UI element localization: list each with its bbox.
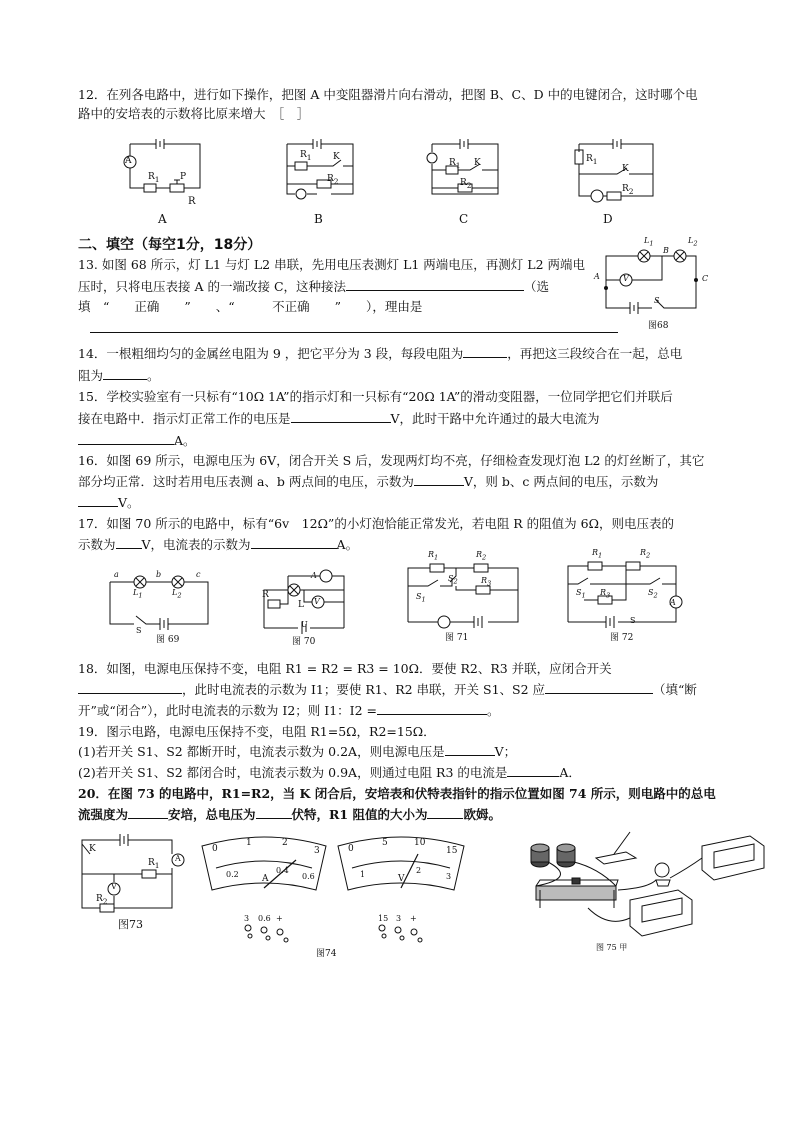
ammeter-term-06: 0.6 [258,914,271,923]
q20-line2b: 安培，总电压为 [168,807,256,822]
blank-17-2[interactable] [251,534,337,549]
blank-13-2[interactable] [90,318,618,333]
circuit-d [573,138,663,202]
label-d: D [603,212,613,226]
fig70-caption: 图 70 [292,637,316,647]
fig75-caption: 图 75 甲 [596,943,628,952]
ammeter-unit: A [262,874,269,884]
voltmeter-inner-1: 1 [360,870,366,879]
section-title: 二、填空（每空1分，18分） [78,237,262,253]
q13-line2 [78,276,588,298]
q18-line3 [78,700,720,722]
blank-15-2[interactable] [78,430,174,445]
blank-18-1[interactable] [78,679,182,694]
blank-15-1[interactable] [291,408,391,423]
ammeter-tick-2: 2 [282,838,288,848]
blank-16-2[interactable] [78,492,118,507]
q19-line2 [78,741,720,763]
q19-line3 [78,762,720,784]
fig71-caption: 图 71 [445,633,469,643]
q20-line2 [78,804,720,826]
ammeter-tick-1: 1 [246,838,252,848]
q18-line3a: 开”或“闭合”），此时电流表的示数为 I2；则 I1：I2 = [78,703,377,718]
voltmeter-terminals [374,904,436,944]
blank-18-2[interactable] [545,679,653,694]
q18-line3b: 。 [487,703,500,718]
label-a: A [158,212,167,226]
blank-20-2[interactable] [256,804,292,819]
q12-line2: 路中的安培表的示数将比原来增大 ［ ］ [78,106,310,121]
q16-line2b: V，则 b、c 两点间的电压，示数为 [463,474,659,489]
q15-line1: 15．学校实验室有一只标有“10Ω 1A”的指示灯和一只标有“20Ω 1A”的滑动变阻器，一位同学把它们并联后 [78,389,673,404]
q18-line2 [78,679,720,701]
figure-69 [106,572,216,634]
q13-line1: 13. 如图 68 所示，灯 L1 与灯 L2 串联，先用电压表测灯 L1 两端电压，再测灯 L2 两端电 [78,257,586,272]
blank-14-1[interactable] [463,343,507,358]
voltmeter-term-15: 15 [378,914,389,923]
q20-line1: 20．在图 73 的电路中，R1=R2，当 K 闭合后，安培表和伏特表指针的指示位置如图 74 所示，则电路中的总电 [78,786,716,801]
circuit-a [118,136,218,212]
q19-line3b: A． [559,765,581,780]
blank-19-2[interactable] [507,762,559,777]
blank-18-3[interactable] [377,700,487,715]
q18-line2a: ，此时电流表的示数为 I1；要使 R1、R2 串联，开关 S1、S2 应 [182,682,546,697]
q14-line2a: 阻为 [78,368,104,383]
q16-line2 [78,471,720,493]
q19-line3a: (2)若开关 S1、S2 都闭合时，电流表示数为 0.9A，则通过电阻 R3 的电流是 [78,765,508,780]
q20-line2d: 欧姆。 [463,807,501,822]
q17-line2a: 示数为 [78,537,116,552]
voltmeter-tick-0: 0 [348,844,354,854]
q15-line2b: V，此时干路中允许通过的最大电流为 [390,411,600,426]
q15-line3 [78,430,720,452]
q19-line2a: (1)若开关 S1、S2 都断开时，电流表示数为 0.2A，则电源电压是 [78,744,445,759]
q14-line1a: 14．一根粗细均匀的金属丝电阻为 9 ，把它平分为 3 段，每段电阻为 [78,346,464,361]
voltmeter-inner-3: 3 [446,872,452,881]
q13-line2a: 压时，只将电压表接 A 的一端改接 C，这种接法 [78,279,347,294]
fig73-caption: 图73 [118,918,143,931]
q13-line3: 填 “ 正确 ” 、“ 不正确 ” ），理由是 [78,299,423,314]
blank-20-3[interactable] [427,804,463,819]
figure-68 [594,236,714,328]
fig74-caption: 图74 [316,949,337,959]
q14-line2b: 。 [147,368,160,383]
q14-line1b: ，再把这三段绞合在一起，总电 [507,346,683,361]
blank-14-2[interactable] [103,365,147,380]
q17-line2c: A。 [336,537,359,552]
ammeter-inner-1: 0.2 [226,870,239,879]
blank-20-1[interactable] [128,804,168,819]
figure-75-apparatus [518,828,768,942]
q13-line2b: （选 [524,279,550,294]
q19-line2b: V； [494,744,517,759]
q12-line1: 12．在列各电路中，进行如下操作，把图 A 中变阻器滑片向右滑动，把图 B、C、D 中的电键闭合，这时哪个电 [78,87,698,102]
q18-line1: 18．如图，电源电压保持不变，电阻 R1 = R2 = R3 = 10Ω．要使 R2、R3 并联，应闭合开关 [78,661,612,676]
ammeter-inner-2: 0.4 [276,866,289,875]
q15-line2a: 接在电路中．指示灯正常工作的电压是 [78,411,291,426]
voltmeter-unit: V [398,874,405,884]
q19-line1: 19．图示电路，电源电压保持不变，电阻 R1=5Ω，R2=15Ω． [78,724,436,739]
fig69-caption: 图 69 [156,635,180,645]
voltmeter-term-3: 3 [396,914,402,923]
ammeter-inner-3: 0.6 [302,872,315,881]
fig68-caption: 图68 [648,321,669,331]
q20-line2a: 流强度为 [78,807,129,822]
label-c: C [459,212,469,226]
blank-19-1[interactable] [445,741,495,756]
circuit-c [424,138,504,200]
voltmeter-tick-5: 5 [382,838,388,848]
blank-17-1[interactable] [116,534,142,549]
q16-line1: 16．如图 69 所示，电源电压为 6V，闭合开关 S 后，发现两灯均不亮，仔细检查发现灯泡 L2 的灯丝断了，其它 [78,453,705,468]
q17-line2b: V，电流表的示数为 [141,537,251,552]
q18-line2b: （填“断 [653,682,697,697]
q14-line2 [78,365,720,387]
q16-line3 [78,492,720,514]
ammeter-tick-0: 0 [212,844,218,854]
label-b: B [314,212,323,226]
ammeter-tick-3: 3 [314,846,320,856]
q17-line2 [78,534,720,556]
ammeter-terminals [240,904,302,944]
q15-line2 [78,408,720,430]
voltmeter-tick-10: 10 [414,838,426,848]
voltmeter-tick-15: 15 [446,846,458,856]
voltmeter-term-plus: + [410,914,417,923]
q17-line1: 17．如图 70 所示的电路中，标有“6v 12Ω”的小灯泡恰能正常发光，若电阻 R 的阻值为 6Ω，则电压表的 [78,516,674,531]
q14-line1 [78,343,720,365]
q16-line3-unit: V。 [118,495,140,510]
q20-line2c: 伏特，R1 阻值的大小为 [291,807,428,822]
ammeter-term-3: 3 [244,914,250,923]
blank-16-1[interactable] [414,471,464,486]
ammeter-term-plus: + [276,914,283,923]
q16-line2a: 部分均正常．这时若用电压表测 a、b 两点间的电压，示数为 [78,474,414,489]
blank-13-1[interactable] [346,276,524,291]
fig72-caption: 图 72 [610,633,634,643]
circuit-b [283,138,363,200]
q15-line3-unit: A。 [174,433,196,448]
voltmeter-inner-2: 2 [416,866,422,875]
